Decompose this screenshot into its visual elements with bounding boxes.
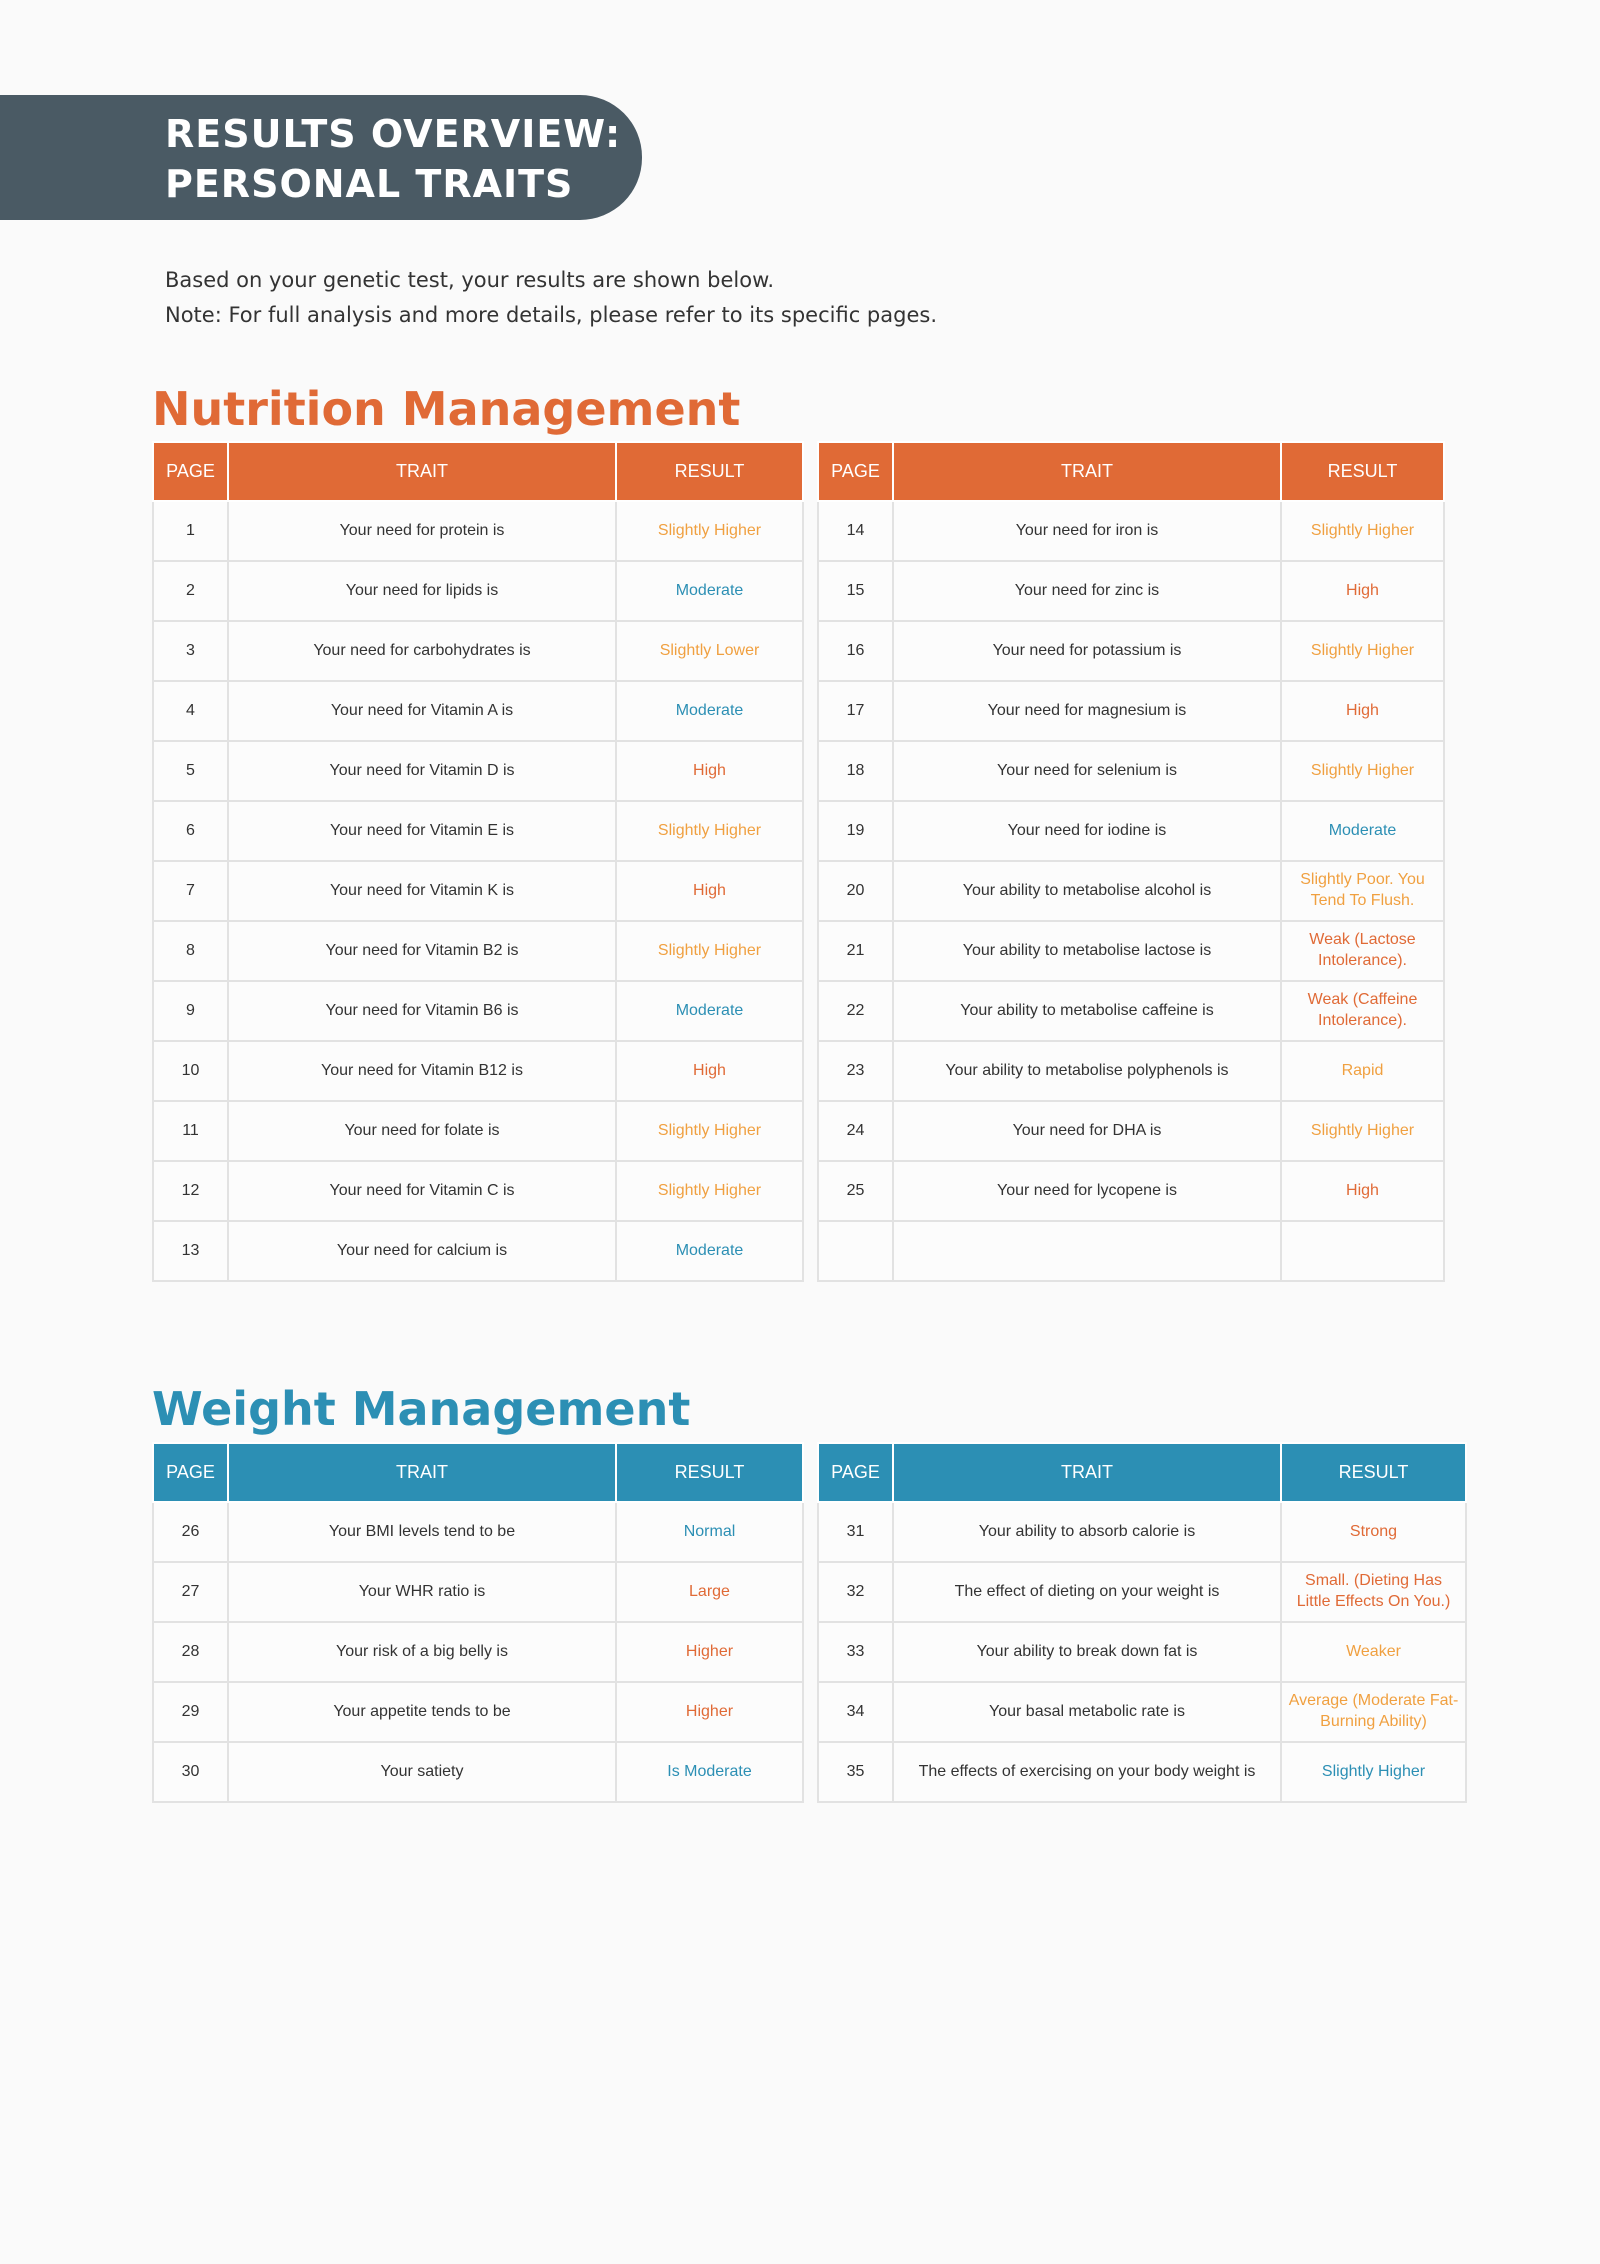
page-number: 6 bbox=[153, 801, 228, 861]
page-number: 16 bbox=[818, 621, 893, 681]
trait-text: Your need for potassium is bbox=[893, 621, 1281, 681]
result-column-header: RESULT bbox=[1281, 1443, 1466, 1502]
result-value: High bbox=[616, 741, 803, 801]
table-row bbox=[153, 921, 803, 981]
page-column-header: PAGE bbox=[818, 1443, 893, 1502]
trait-text: The effect of dieting on your weight is bbox=[893, 1562, 1281, 1622]
table-row bbox=[818, 861, 1444, 921]
result-value: High bbox=[616, 1041, 803, 1101]
table-row bbox=[818, 741, 1444, 801]
result-value: Slightly Lower bbox=[616, 621, 803, 681]
page-number: 18 bbox=[818, 741, 893, 801]
result-value: Slightly Poor. You Tend To Flush. bbox=[1281, 861, 1444, 921]
trait-text: Your need for lipids is bbox=[228, 561, 616, 621]
trait-text: Your need for Vitamin C is bbox=[228, 1161, 616, 1221]
weight-table-right bbox=[817, 1442, 1467, 1803]
table-row bbox=[153, 1622, 803, 1682]
trait-text: Your need for carbohydrates is bbox=[228, 621, 616, 681]
page-number bbox=[818, 1221, 893, 1281]
trait-column-header: TRAIT bbox=[893, 1443, 1281, 1502]
page-number: 33 bbox=[818, 1622, 893, 1682]
table-row bbox=[153, 561, 803, 621]
trait-text: Your need for Vitamin B2 is bbox=[228, 921, 616, 981]
result-column-header: RESULT bbox=[1281, 442, 1444, 501]
table-row bbox=[818, 801, 1444, 861]
nutrition-section-title: Nutrition Management bbox=[152, 382, 741, 436]
result-value: Strong bbox=[1281, 1502, 1466, 1562]
page-number: 27 bbox=[153, 1562, 228, 1622]
page-number: 25 bbox=[818, 1161, 893, 1221]
result-value: Slightly Higher bbox=[616, 1101, 803, 1161]
nutrition-table-right bbox=[817, 441, 1445, 1282]
trait-text: Your ability to metabolise alcohol is bbox=[893, 861, 1281, 921]
result-value: Small. (Dieting Has Little Effects On You.) bbox=[1281, 1562, 1466, 1622]
weight-table-left bbox=[152, 1442, 804, 1803]
result-value: Average (Moderate Fat-Burning Ability) bbox=[1281, 1682, 1466, 1742]
page-number: 24 bbox=[818, 1101, 893, 1161]
trait-text: Your ability to absorb calorie is bbox=[893, 1502, 1281, 1562]
result-value: Weak (Caffeine Intolerance). bbox=[1281, 981, 1444, 1041]
trait-text: Your ability to metabolise caffeine is bbox=[893, 981, 1281, 1041]
trait-text: Your ability to break down fat is bbox=[893, 1622, 1281, 1682]
trait-text: Your need for zinc is bbox=[893, 561, 1281, 621]
trait-text: Your need for protein is bbox=[228, 501, 616, 561]
trait-text: Your need for Vitamin K is bbox=[228, 861, 616, 921]
table-row bbox=[818, 1041, 1444, 1101]
table-row bbox=[818, 1742, 1466, 1802]
table-row bbox=[818, 1502, 1466, 1562]
result-value: Rapid bbox=[1281, 1041, 1444, 1101]
page-number: 9 bbox=[153, 981, 228, 1041]
trait-column-header: TRAIT bbox=[228, 442, 616, 501]
page-number: 30 bbox=[153, 1742, 228, 1802]
trait-column-header: TRAIT bbox=[228, 1443, 616, 1502]
trait-text: Your need for Vitamin A is bbox=[228, 681, 616, 741]
result-column-header: RESULT bbox=[616, 1443, 803, 1502]
page-number: 31 bbox=[818, 1502, 893, 1562]
page-number: 3 bbox=[153, 621, 228, 681]
result-value: Slightly Higher bbox=[1281, 501, 1444, 561]
result-value: Higher bbox=[616, 1682, 803, 1742]
trait-text: Your need for folate is bbox=[228, 1101, 616, 1161]
result-value: Slightly Higher bbox=[1281, 1742, 1466, 1802]
page-number: 19 bbox=[818, 801, 893, 861]
page-number: 8 bbox=[153, 921, 228, 981]
page-number: 32 bbox=[818, 1562, 893, 1622]
trait-text: Your satiety bbox=[228, 1742, 616, 1802]
result-value: Is Moderate bbox=[616, 1742, 803, 1802]
page-number: 26 bbox=[153, 1502, 228, 1562]
table-row bbox=[153, 621, 803, 681]
table-row bbox=[153, 801, 803, 861]
table-row bbox=[818, 921, 1444, 981]
trait-text: Your need for iron is bbox=[893, 501, 1281, 561]
page-number: 14 bbox=[818, 501, 893, 561]
trait-text: Your need for iodine is bbox=[893, 801, 1281, 861]
nutrition-table-left bbox=[152, 441, 804, 1282]
page-number: 13 bbox=[153, 1221, 228, 1281]
table-row bbox=[818, 1562, 1466, 1622]
result-value: Weaker bbox=[1281, 1622, 1466, 1682]
page-title-line-1: RESULTS OVERVIEW: bbox=[165, 112, 622, 156]
page-number: 12 bbox=[153, 1161, 228, 1221]
result-value: Slightly Higher bbox=[616, 801, 803, 861]
page-number: 4 bbox=[153, 681, 228, 741]
result-value: Moderate bbox=[1281, 801, 1444, 861]
table-row bbox=[153, 1562, 803, 1622]
page-number: 5 bbox=[153, 741, 228, 801]
table-row bbox=[153, 1041, 803, 1101]
page-number: 20 bbox=[818, 861, 893, 921]
trait-text: Your need for selenium is bbox=[893, 741, 1281, 801]
page-number: 34 bbox=[818, 1682, 893, 1742]
page-number: 28 bbox=[153, 1622, 228, 1682]
result-value: Moderate bbox=[616, 981, 803, 1041]
trait-text: Your need for DHA is bbox=[893, 1101, 1281, 1161]
trait-text: Your need for Vitamin D is bbox=[228, 741, 616, 801]
page-number: 35 bbox=[818, 1742, 893, 1802]
result-value: Slightly Higher bbox=[1281, 621, 1444, 681]
trait-text: The effects of exercising on your body weight is bbox=[893, 1742, 1281, 1802]
result-column-header: RESULT bbox=[616, 442, 803, 501]
trait-text bbox=[893, 1221, 1281, 1281]
table-row bbox=[153, 861, 803, 921]
intro-note: Note: For full analysis and more details, please refer to its specific pages. bbox=[165, 303, 937, 327]
result-value: Normal bbox=[616, 1502, 803, 1562]
trait-text: Your need for lycopene is bbox=[893, 1161, 1281, 1221]
table-row bbox=[153, 501, 803, 561]
result-value: Moderate bbox=[616, 561, 803, 621]
result-value: Slightly Higher bbox=[616, 1161, 803, 1221]
trait-text: Your BMI levels tend to be bbox=[228, 1502, 616, 1562]
trait-text: Your appetite tends to be bbox=[228, 1682, 616, 1742]
trait-text: Your need for magnesium is bbox=[893, 681, 1281, 741]
table-row bbox=[153, 1221, 803, 1281]
result-value: High bbox=[1281, 1161, 1444, 1221]
result-value: Slightly Higher bbox=[1281, 1101, 1444, 1161]
trait-text: Your WHR ratio is bbox=[228, 1562, 616, 1622]
result-value: Slightly Higher bbox=[616, 921, 803, 981]
trait-text: Your risk of a big belly is bbox=[228, 1622, 616, 1682]
trait-column-header: TRAIT bbox=[893, 442, 1281, 501]
table-row bbox=[153, 681, 803, 741]
table-row bbox=[818, 561, 1444, 621]
result-value: Moderate bbox=[616, 1221, 803, 1281]
page-number: 7 bbox=[153, 861, 228, 921]
table-row bbox=[153, 1682, 803, 1742]
page-column-header: PAGE bbox=[153, 1443, 228, 1502]
result-value: Higher bbox=[616, 1622, 803, 1682]
page-number: 29 bbox=[153, 1682, 228, 1742]
table-row bbox=[818, 981, 1444, 1041]
page-number: 2 bbox=[153, 561, 228, 621]
trait-text: Your basal metabolic rate is bbox=[893, 1682, 1281, 1742]
page-number: 21 bbox=[818, 921, 893, 981]
trait-text: Your ability to metabolise polyphenols is bbox=[893, 1041, 1281, 1101]
table-row bbox=[818, 621, 1444, 681]
table-row bbox=[818, 1161, 1444, 1221]
result-value bbox=[1281, 1221, 1444, 1281]
result-value: Large bbox=[616, 1562, 803, 1622]
result-value: Moderate bbox=[616, 681, 803, 741]
page-number: 22 bbox=[818, 981, 893, 1041]
table-row bbox=[818, 1682, 1466, 1742]
result-value: Weak (Lactose Intolerance). bbox=[1281, 921, 1444, 981]
result-value: Slightly Higher bbox=[616, 501, 803, 561]
table-row bbox=[818, 501, 1444, 561]
result-value: High bbox=[1281, 681, 1444, 741]
page-number: 10 bbox=[153, 1041, 228, 1101]
table-row bbox=[818, 681, 1444, 741]
page-column-header: PAGE bbox=[153, 442, 228, 501]
table-row bbox=[818, 1622, 1466, 1682]
trait-text: Your need for Vitamin B12 is bbox=[228, 1041, 616, 1101]
trait-text: Your need for Vitamin B6 is bbox=[228, 981, 616, 1041]
trait-text: Your need for Vitamin E is bbox=[228, 801, 616, 861]
result-value: High bbox=[616, 861, 803, 921]
table-row bbox=[153, 741, 803, 801]
result-value: Slightly Higher bbox=[1281, 741, 1444, 801]
table-row bbox=[153, 1161, 803, 1221]
trait-text: Your ability to metabolise lactose is bbox=[893, 921, 1281, 981]
trait-text: Your need for calcium is bbox=[228, 1221, 616, 1281]
page-number: 11 bbox=[153, 1101, 228, 1161]
result-value: High bbox=[1281, 561, 1444, 621]
table-row bbox=[153, 1742, 803, 1802]
page-column-header: PAGE bbox=[818, 442, 893, 501]
table-row bbox=[153, 1502, 803, 1562]
table-row bbox=[818, 1221, 1444, 1281]
table-row bbox=[153, 981, 803, 1041]
intro-text: Based on your genetic test, your results are shown below. bbox=[165, 268, 774, 292]
page-number: 23 bbox=[818, 1041, 893, 1101]
page-number: 15 bbox=[818, 561, 893, 621]
page-number: 1 bbox=[153, 501, 228, 561]
page-number: 17 bbox=[818, 681, 893, 741]
table-row bbox=[818, 1101, 1444, 1161]
page-title-line-2: PERSONAL TRAITS bbox=[165, 162, 574, 206]
table-row bbox=[153, 1101, 803, 1161]
weight-section-title: Weight Management bbox=[152, 1382, 691, 1436]
